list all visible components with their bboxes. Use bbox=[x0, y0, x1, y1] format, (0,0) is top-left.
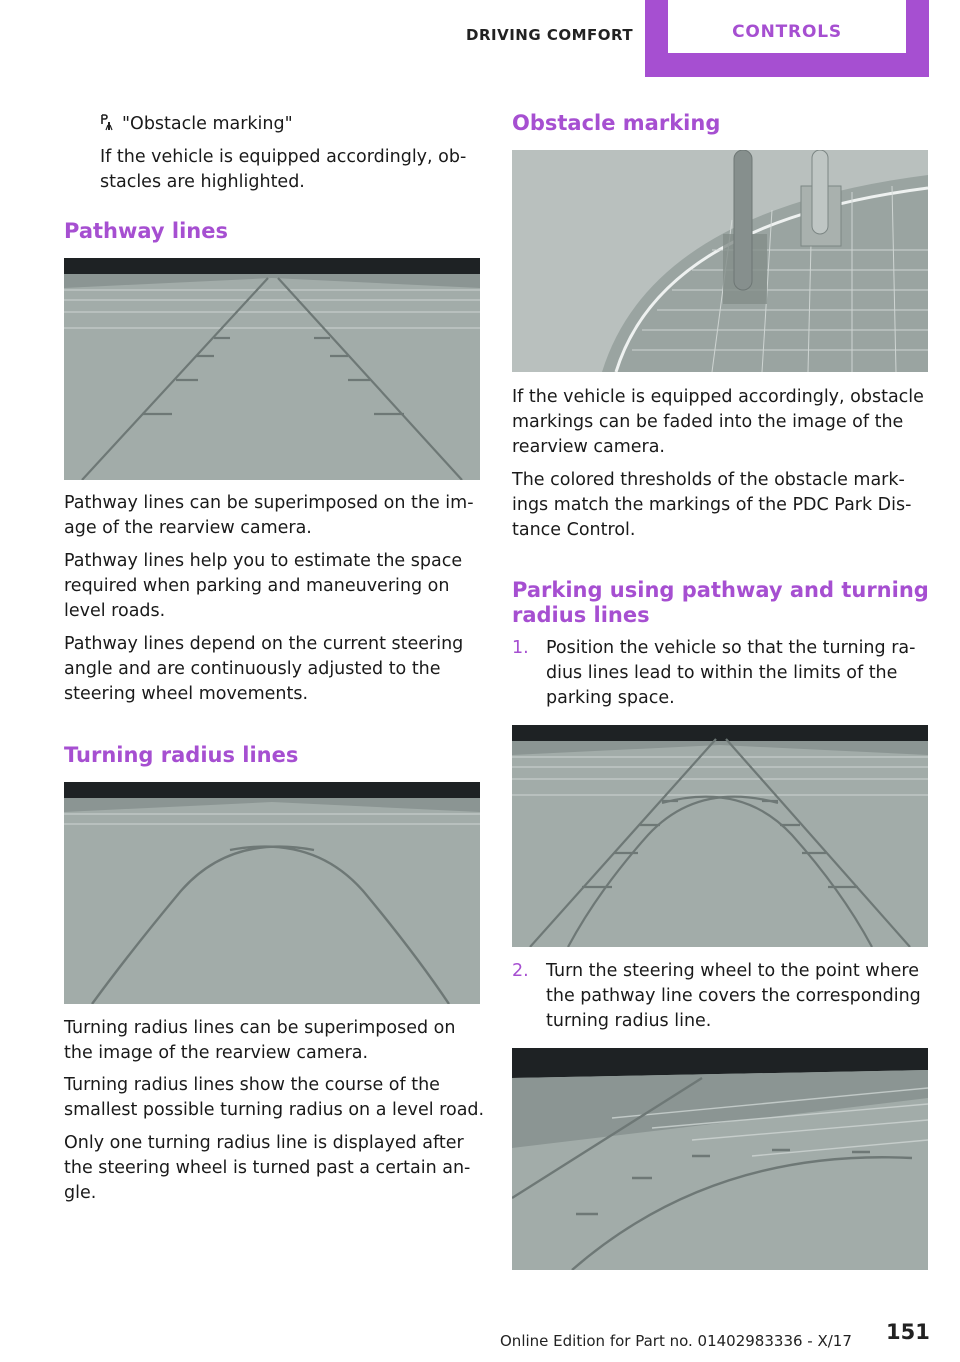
pathway-paragraph: level roads. bbox=[64, 601, 166, 621]
step-text: dius lines lead to within the limits of the bbox=[546, 663, 898, 683]
turning-paragraph: Only one turning radius line is displayed after bbox=[64, 1133, 464, 1153]
obstacle-item-text: If the vehicle is equipped accordingly, ob‐ bbox=[100, 147, 467, 167]
step-number: 1. bbox=[512, 638, 529, 658]
parking-heading: Parking using pathway and turning bbox=[512, 578, 929, 602]
pathway-paragraph: age of the rearview camera. bbox=[64, 518, 312, 538]
obstacle-paragraph: tance Control. bbox=[512, 520, 636, 540]
turning-paragraph: smallest possible turning radius on a level road. bbox=[64, 1100, 485, 1120]
pathway-paragraph: angle and are continuously adjusted to the bbox=[64, 659, 441, 679]
step-text: parking space. bbox=[546, 688, 675, 708]
obstacle-marking-heading: Obstacle marking bbox=[512, 111, 721, 135]
parking-step1-image bbox=[512, 725, 928, 947]
step-text: Turn the steering wheel to the point where bbox=[546, 961, 919, 981]
header-chapter: CONTROLS bbox=[732, 22, 842, 42]
obstacle-item-text: stacles are highlighted. bbox=[100, 172, 305, 192]
step-text: Position the vehicle so that the turning ra‐ bbox=[546, 638, 916, 658]
step-text: the pathway line covers the corresponding bbox=[546, 986, 921, 1006]
pathway-paragraph: required when parking and maneuvering on bbox=[64, 576, 450, 596]
page-number: 151 bbox=[886, 1320, 930, 1344]
footer-edition: Online Edition for Part no. 01402983336 - X/17 bbox=[500, 1332, 852, 1350]
turning-radius-image bbox=[64, 782, 480, 1004]
pathway-lines-heading: Pathway lines bbox=[64, 219, 229, 243]
turning-paragraph: the steering wheel is turned past a certain an‐ bbox=[64, 1158, 471, 1178]
obstacle-marking-icon bbox=[100, 114, 114, 132]
obstacle-paragraph: rearview camera. bbox=[512, 437, 665, 457]
pathway-paragraph: steering wheel movements. bbox=[64, 684, 309, 704]
obstacle-paragraph: markings can be faded into the image of the bbox=[512, 412, 904, 432]
turning-paragraph: gle. bbox=[64, 1183, 97, 1203]
obstacle-paragraph: The colored thresholds of the obstacle mark‐ bbox=[512, 470, 905, 490]
pathway-lines-image bbox=[64, 258, 480, 480]
obstacle-item-label: "Obstacle marking" bbox=[122, 114, 293, 134]
parking-heading: radius lines bbox=[512, 603, 650, 627]
turning-paragraph: Turning radius lines show the course of the bbox=[64, 1075, 440, 1095]
obstacle-paragraph: If the vehicle is equipped accordingly, obstacle bbox=[512, 387, 924, 407]
pathway-paragraph: Pathway lines help you to estimate the space bbox=[64, 551, 463, 571]
turning-paragraph: Turning radius lines can be superimposed on bbox=[64, 1018, 456, 1038]
obstacle-paragraph: ings match the markings of the PDC Park Dis‐ bbox=[512, 495, 912, 515]
step-text: turning radius line. bbox=[546, 1011, 712, 1031]
pathway-paragraph: Pathway lines can be superimposed on the im‐ bbox=[64, 493, 474, 513]
turning-radius-heading: Turning radius lines bbox=[64, 743, 299, 767]
parking-step2-image bbox=[512, 1048, 928, 1270]
header-section: DRIVING COMFORT bbox=[466, 26, 634, 44]
obstacle-marking-image bbox=[512, 150, 928, 372]
pathway-paragraph: Pathway lines depend on the current steering bbox=[64, 634, 464, 654]
step-number: 2. bbox=[512, 961, 529, 981]
turning-paragraph: the image of the rearview camera. bbox=[64, 1043, 369, 1063]
